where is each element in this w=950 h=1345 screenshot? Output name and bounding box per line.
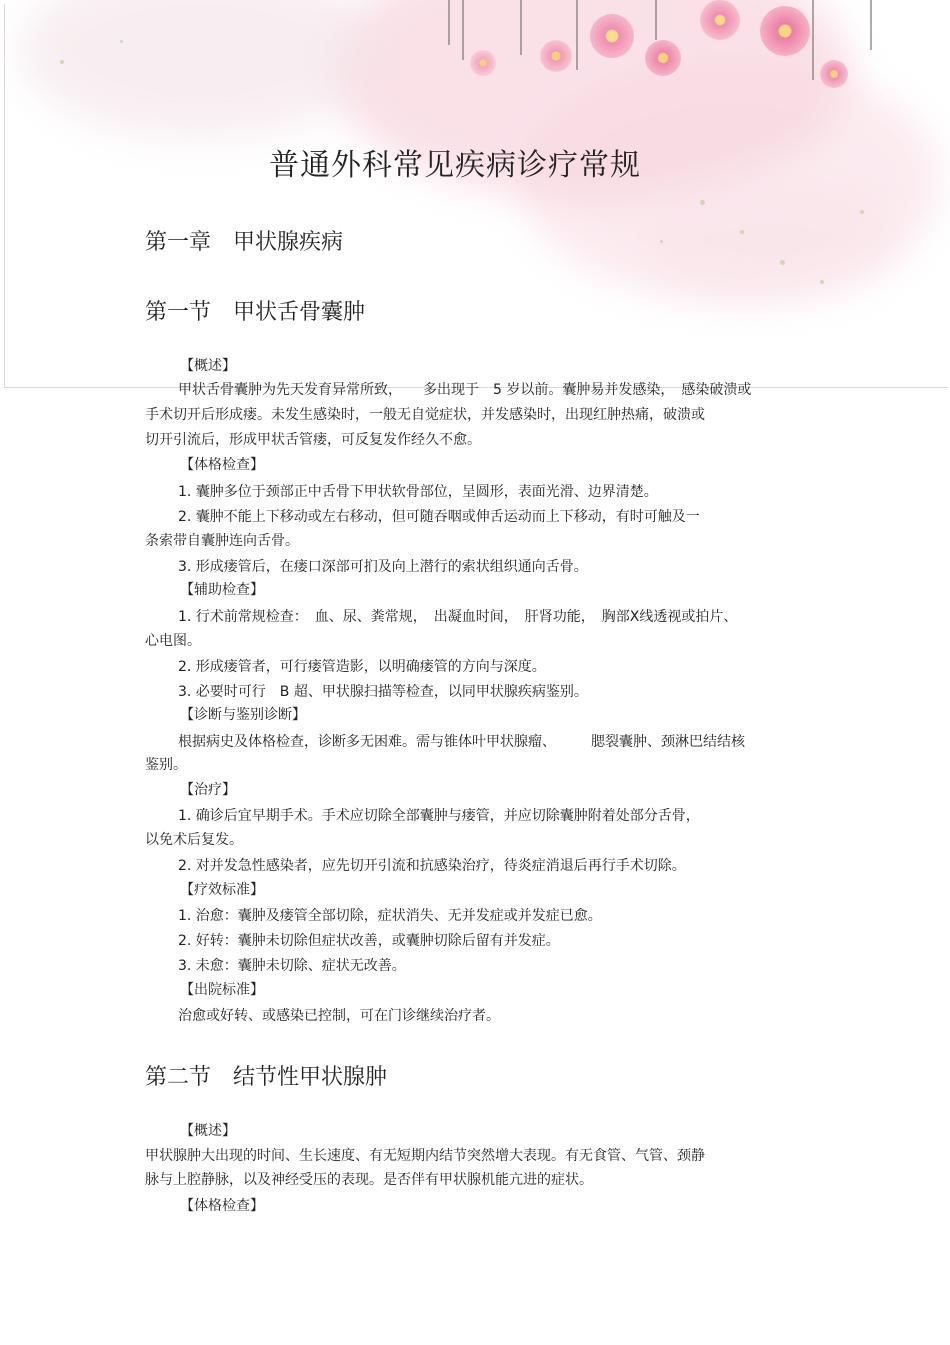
exam-line: 条索带自囊肿连向舌骨。: [145, 533, 299, 549]
diag-line: 鉴别。: [145, 757, 187, 773]
exam-label: 【体格检查】: [180, 457, 264, 473]
treat-label: 【治疗】: [180, 782, 236, 798]
page-title: 普通外科常见疾病诊疗常规: [269, 148, 641, 183]
overview-line-2: 甲状腺肿大出现的时间、生长速度、有无短期内结节突然增大表现。有无食管、气管、颈静: [145, 1148, 705, 1164]
section-heading-1: 第一节 甲状舌骨囊肿: [145, 300, 366, 325]
diag-line: 根据病史及体格检查，诊断多无困难。需与锥体叶甲状腺瘤、 腮裂囊肿、颈淋巴结结核: [178, 734, 745, 750]
effect-line: 2. 好转：囊肿未切除但症状改善，或囊肿切除后留有并发症。: [178, 933, 560, 949]
effect-label: 【疗效标准】: [180, 882, 264, 898]
aux-line: 心电图。: [145, 633, 201, 649]
diag-label: 【诊断与鉴别诊断】: [180, 707, 306, 723]
aux-line: 2. 形成瘘管者，可行瘘管造影，以明确瘘管的方向与深度。: [178, 659, 546, 675]
overview-label-2: 【概述】: [180, 1123, 236, 1139]
aux-label: 【辅助检查】: [180, 582, 264, 598]
discharge-label: 【出院标准】: [180, 982, 264, 998]
overview-line: 切开引流后，形成甲状舌管瘘，可反复发作经久不愈。: [145, 432, 481, 448]
aux-line: 3. 必要时可行 B 超、甲状腺扫描等检查，以同甲状腺疾病鉴别。: [178, 684, 588, 700]
exam-line: 3. 形成瘘管后，在瘘口深部可扪及向上潜行的索状组织通向舌骨。: [178, 559, 588, 575]
floral-header-background: [0, 0, 950, 390]
discharge-line: 治愈或好转、或感染已控制，可在门诊继续治疗者。: [178, 1008, 500, 1024]
exam-label-2: 【体格检查】: [180, 1198, 264, 1214]
effect-line: 3. 未愈：囊肿未切除、症状无改善。: [178, 958, 406, 974]
overview-line: 甲状舌骨囊肿为先天发育异常所致， 多出现于 5 岁以前。囊肿易并发感染， 感染破溃或: [178, 382, 752, 398]
aux-line: 1. 行术前常规检查： 血、尿、粪常规， 出凝血时间， 肝肾功能， 胸部X线透视或拍片、: [178, 609, 738, 625]
chapter-heading: 第一章 甲状腺疾病: [145, 230, 344, 255]
effect-line: 1. 治愈：囊肿及瘘管全部切除，症状消失、无并发症或并发症已愈。: [178, 908, 602, 924]
overview-label: 【概述】: [180, 358, 236, 374]
treat-line: 2. 对并发急性感染者，应先切开引流和抗感染治疗，待炎症消退后再行手术切除。: [178, 858, 686, 874]
exam-line: 1. 囊肿多位于颈部正中舌骨下甲状软骨部位，呈圆形，表面光滑、边界清楚。: [178, 484, 658, 500]
treat-line: 1. 确诊后宜早期手术。手术应切除全部囊肿与瘘管，并应切除囊肿附着处部分舌骨，: [178, 808, 700, 824]
exam-line: 2. 囊肿不能上下移动或左右移动，但可随吞咽或伸舌运动而上下移动，有时可触及一: [178, 509, 700, 525]
overview-line: 手术切开后形成瘘。未发生感染时，一般无自觉症状，并发感染时，出现红肿热痛，破溃或: [145, 407, 705, 423]
overview-line-2: 脉与上腔静脉，以及神经受压的表现。是否伴有甲状腺机能亢进的症状。: [145, 1172, 593, 1188]
section-heading-2: 第二节 结节性甲状腺肿: [145, 1065, 388, 1090]
header-frame: [4, 4, 948, 388]
treat-line: 以免术后复发。: [145, 832, 243, 848]
